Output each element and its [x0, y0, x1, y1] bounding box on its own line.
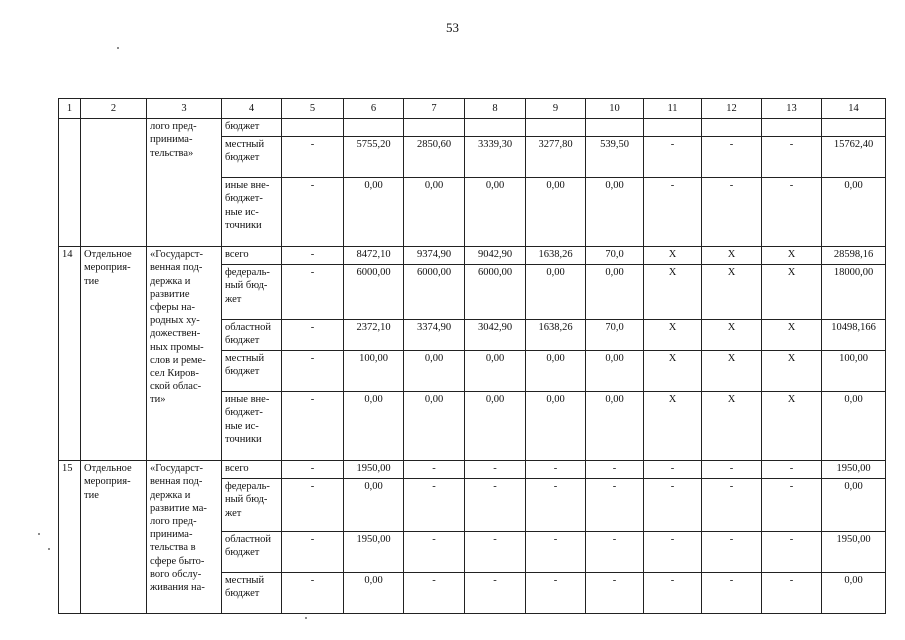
value-cell: [702, 119, 762, 137]
value-cell: -: [762, 573, 822, 614]
value-cell: 3277,80: [526, 137, 586, 178]
funding-source-cell: местный бюджет: [222, 137, 282, 178]
value-cell: 0,00: [822, 178, 886, 247]
value-cell: 0,00: [404, 178, 465, 247]
column-header: 13: [762, 99, 822, 119]
activity-type-cell: Отдельное мероприя- тие: [81, 461, 147, 614]
column-header: 2: [81, 99, 147, 119]
value-cell: 28598,16: [822, 247, 886, 265]
value-cell: X: [762, 392, 822, 461]
value-cell: 0,00: [404, 392, 465, 461]
scan-speck: [117, 47, 119, 49]
value-cell: -: [702, 532, 762, 573]
value-cell: -: [586, 573, 644, 614]
budget-table: [58, 98, 886, 614]
value-cell: -: [404, 573, 465, 614]
column-header: 3: [147, 99, 222, 119]
value-cell: 3339,30: [465, 137, 526, 178]
value-cell: X: [644, 351, 702, 392]
value-cell: 0,00: [526, 351, 586, 392]
value-cell: 6000,00: [404, 265, 465, 320]
value-cell: 9374,90: [404, 247, 465, 265]
column-header: 7: [404, 99, 465, 119]
value-cell: -: [702, 178, 762, 247]
column-header: 8: [465, 99, 526, 119]
value-cell: 1950,00: [344, 461, 404, 479]
value-cell: -: [702, 479, 762, 532]
value-cell: 2372,10: [344, 320, 404, 351]
value-cell: 100,00: [822, 351, 886, 392]
value-cell: 0,00: [465, 392, 526, 461]
value-cell: [526, 119, 586, 137]
activity-type-cell: [81, 119, 147, 247]
value-cell: 0,00: [465, 351, 526, 392]
value-cell: X: [702, 351, 762, 392]
table-row: [59, 119, 886, 137]
value-cell: 100,00: [344, 351, 404, 392]
value-cell: 0,00: [526, 178, 586, 247]
value-cell: 0,00: [822, 573, 886, 614]
value-cell: -: [465, 461, 526, 479]
value-cell: 6000,00: [465, 265, 526, 320]
value-cell: -: [762, 479, 822, 532]
value-cell: -: [644, 573, 702, 614]
value-cell: -: [465, 479, 526, 532]
value-cell: 539,50: [586, 137, 644, 178]
value-cell: -: [404, 461, 465, 479]
value-cell: -: [644, 137, 702, 178]
value-cell: [465, 119, 526, 137]
row-number-cell: 15: [59, 461, 81, 614]
value-cell: X: [644, 320, 702, 351]
value-cell: [344, 119, 404, 137]
value-cell: -: [644, 178, 702, 247]
value-cell: 0,00: [344, 178, 404, 247]
scan-speck: [38, 533, 40, 535]
funding-source-cell: всего: [222, 461, 282, 479]
value-cell: X: [644, 265, 702, 320]
value-cell: 0,00: [586, 265, 644, 320]
table-row: [59, 247, 886, 265]
value-cell: -: [282, 461, 344, 479]
funding-source-cell: бюджет: [222, 119, 282, 137]
value-cell: 1638,26: [526, 247, 586, 265]
value-cell: -: [282, 573, 344, 614]
scan-speck: [48, 548, 50, 550]
value-cell: -: [702, 573, 762, 614]
value-cell: 10498,166: [822, 320, 886, 351]
value-cell: 1638,26: [526, 320, 586, 351]
row-number-cell: 14: [59, 247, 81, 461]
value-cell: -: [404, 532, 465, 573]
activity-name-cell: лого пред- принима- тельства»: [147, 119, 222, 247]
value-cell: 70,0: [586, 247, 644, 265]
value-cell: 3042,90: [465, 320, 526, 351]
activity-name-cell: «Государст- венная под- держка и развитие сферы на- родных ху- дожествен- ных промы- слов и реме- сел Киров- ской облас- ти»: [147, 247, 222, 461]
value-cell: -: [762, 137, 822, 178]
funding-source-cell: областной бюджет: [222, 532, 282, 573]
value-cell: 70,0: [586, 320, 644, 351]
value-cell: 0,00: [586, 178, 644, 247]
value-cell: -: [282, 137, 344, 178]
value-cell: 6000,00: [344, 265, 404, 320]
column-header: 10: [586, 99, 644, 119]
value-cell: -: [526, 573, 586, 614]
value-cell: 9042,90: [465, 247, 526, 265]
value-cell: [822, 119, 886, 137]
value-cell: -: [762, 461, 822, 479]
table-row: [59, 461, 886, 479]
value-cell: [586, 119, 644, 137]
value-cell: -: [526, 532, 586, 573]
column-header: 9: [526, 99, 586, 119]
funding-source-cell: иные вне- бюджет- ные ис- точники: [222, 178, 282, 247]
column-header: 11: [644, 99, 702, 119]
value-cell: 15762,40: [822, 137, 886, 178]
value-cell: 0,00: [822, 392, 886, 461]
value-cell: 0,00: [344, 479, 404, 532]
value-cell: 3374,90: [404, 320, 465, 351]
row-number-cell: [59, 119, 81, 247]
value-cell: 0,00: [822, 479, 886, 532]
value-cell: -: [526, 461, 586, 479]
value-cell: -: [465, 573, 526, 614]
value-cell: 0,00: [526, 392, 586, 461]
value-cell: 0,00: [586, 392, 644, 461]
column-header: 12: [702, 99, 762, 119]
value-cell: -: [702, 137, 762, 178]
value-cell: -: [404, 479, 465, 532]
value-cell: -: [762, 178, 822, 247]
value-cell: 1950,00: [822, 532, 886, 573]
value-cell: -: [465, 532, 526, 573]
column-header: 5: [282, 99, 344, 119]
value-cell: -: [586, 479, 644, 532]
value-cell: X: [762, 351, 822, 392]
value-cell: X: [762, 247, 822, 265]
column-header: 14: [822, 99, 886, 119]
activity-type-cell: Отдельное мероприя- тие: [81, 247, 147, 461]
funding-source-cell: местный бюджет: [222, 573, 282, 614]
value-cell: -: [282, 265, 344, 320]
value-cell: 5755,20: [344, 137, 404, 178]
value-cell: -: [702, 461, 762, 479]
funding-source-cell: областной бюджет: [222, 320, 282, 351]
funding-source-cell: иные вне- бюджет- ные ис- точники: [222, 392, 282, 461]
value-cell: X: [762, 265, 822, 320]
funding-source-cell: федераль- ный бюд- жет: [222, 265, 282, 320]
value-cell: 0,00: [465, 178, 526, 247]
value-cell: [644, 119, 702, 137]
value-cell: -: [644, 479, 702, 532]
value-cell: 0,00: [586, 351, 644, 392]
value-cell: -: [644, 461, 702, 479]
value-cell: -: [526, 479, 586, 532]
value-cell: 0,00: [404, 351, 465, 392]
value-cell: 8472,10: [344, 247, 404, 265]
page-number: 53: [446, 20, 459, 35]
value-cell: [282, 119, 344, 137]
column-header: 4: [222, 99, 282, 119]
value-cell: X: [702, 265, 762, 320]
value-cell: -: [586, 461, 644, 479]
value-cell: 1950,00: [344, 532, 404, 573]
value-cell: X: [702, 320, 762, 351]
value-cell: X: [762, 320, 822, 351]
scan-speck: [305, 617, 307, 619]
value-cell: 18000,00: [822, 265, 886, 320]
value-cell: 0,00: [344, 573, 404, 614]
value-cell: X: [702, 392, 762, 461]
header-row: [59, 99, 886, 119]
value-cell: 0,00: [344, 392, 404, 461]
value-cell: X: [644, 247, 702, 265]
value-cell: X: [644, 392, 702, 461]
value-cell: -: [282, 351, 344, 392]
value-cell: 2850,60: [404, 137, 465, 178]
column-header: 6: [344, 99, 404, 119]
value-cell: -: [762, 532, 822, 573]
funding-source-cell: федераль- ный бюд- жет: [222, 479, 282, 532]
value-cell: X: [702, 247, 762, 265]
value-cell: -: [282, 479, 344, 532]
column-header: 1: [59, 99, 81, 119]
funding-source-cell: всего: [222, 247, 282, 265]
value-cell: -: [282, 178, 344, 247]
value-cell: 1950,00: [822, 461, 886, 479]
value-cell: -: [282, 392, 344, 461]
value-cell: [404, 119, 465, 137]
value-cell: 0,00: [526, 265, 586, 320]
funding-source-cell: местный бюджет: [222, 351, 282, 392]
value-cell: -: [282, 320, 344, 351]
value-cell: -: [644, 532, 702, 573]
activity-name-cell: «Государст- венная под- держка и развитие ма- лого пред- принима- тельства в сфере быто- вого обслу- живания на-: [147, 461, 222, 614]
value-cell: -: [282, 247, 344, 265]
value-cell: -: [282, 532, 344, 573]
value-cell: [762, 119, 822, 137]
value-cell: -: [586, 532, 644, 573]
